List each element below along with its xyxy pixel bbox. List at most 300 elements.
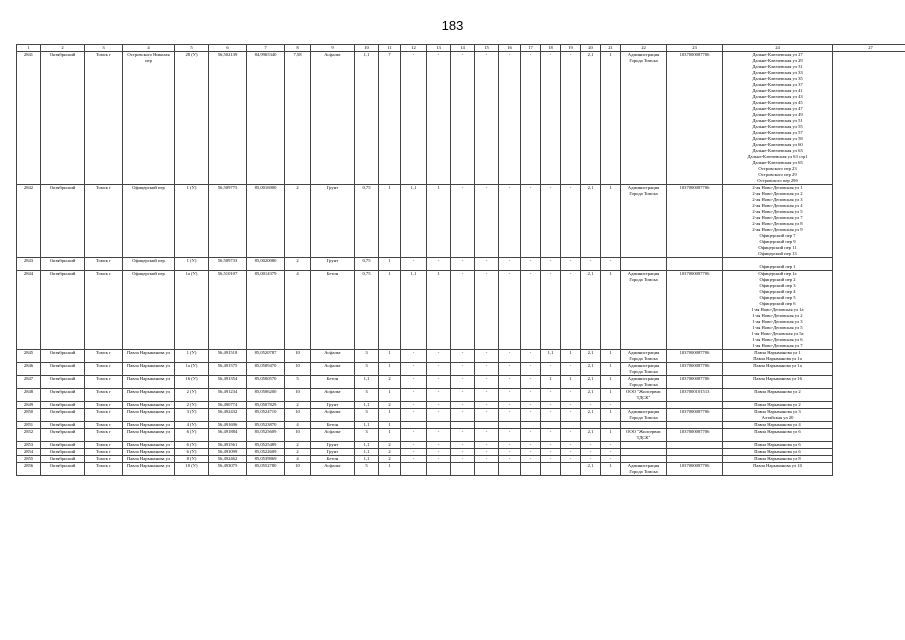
address-line: 1-ая Ново-Деповская ул 2 xyxy=(752,313,803,318)
cell-owner xyxy=(621,402,667,409)
cell-c20: - xyxy=(561,429,581,442)
cell-city: Томск г xyxy=(85,271,123,350)
address-line: 1-ая Ново-Деповская ул 7 xyxy=(752,343,803,348)
address-line: Алтайская ул 20 xyxy=(761,415,794,420)
cell-c19: - xyxy=(541,52,561,185)
cell-lat: 56,502139 xyxy=(209,52,247,185)
cell-c11: 5 xyxy=(355,463,379,476)
cell-c17: - xyxy=(499,363,521,376)
cell-c17: - xyxy=(499,376,521,389)
cell-c14: - xyxy=(427,52,451,185)
address-line: 2-ая Ново-Деповская ул 4 xyxy=(752,203,803,208)
cell-owner xyxy=(621,442,667,449)
cell-c17: - xyxy=(499,442,521,449)
cell-addresses xyxy=(723,389,833,402)
cell-c20: - xyxy=(561,442,581,449)
cell-c20: - xyxy=(561,185,581,258)
cell-c17: - xyxy=(499,185,521,258)
address-line: Дальне-Ключевская ул 60 xyxy=(752,142,803,147)
cell-c17: - xyxy=(499,258,521,271)
cell-length: 10 xyxy=(285,363,311,376)
column-header: 12 xyxy=(401,45,427,52)
address-line: Дальне-Ключевская ул 41 xyxy=(752,88,803,93)
column-header: 22 xyxy=(621,45,667,52)
cell-c21: 2,1 xyxy=(581,350,601,363)
address-line: 2-ая Ново-Деповская ул 8 xyxy=(752,221,803,226)
cell-no: 2846 xyxy=(17,363,41,376)
cell-num: 6 (У) xyxy=(175,442,209,449)
cell-cover: Асфальт xyxy=(311,52,355,185)
table-row xyxy=(17,449,905,456)
cell-cover: Асфальт xyxy=(311,350,355,363)
cell-city: Томск г xyxy=(85,376,123,389)
address-line: Дальне-Ключевская ул 63 xyxy=(752,148,803,153)
cell-c19 xyxy=(541,422,561,429)
cell-owner xyxy=(621,258,667,271)
column-header: 3 xyxy=(85,45,123,52)
column-header: 8 xyxy=(285,45,311,52)
cell-c13: - xyxy=(401,429,427,442)
cell-c14: - xyxy=(427,258,451,271)
cell-district: Октябрьский xyxy=(41,363,85,376)
cell-c17: - xyxy=(499,271,521,350)
cell-c18: - xyxy=(521,389,541,402)
cell-lon: 85,0525489 xyxy=(247,442,285,449)
cell-c13: - xyxy=(401,456,427,463)
cell-c12: 1 xyxy=(379,463,401,476)
cell-c20: 1 xyxy=(561,350,581,363)
cell-addresses xyxy=(723,422,833,429)
cell-street: Павла Нарыманова ул xyxy=(123,389,175,402)
cell-lat: 56,491099 xyxy=(209,449,247,456)
address-line: 1-ая Ново-Деповская ул 3 xyxy=(752,319,803,324)
cell-cover: Бетон xyxy=(311,271,355,350)
cell-c19: 1 xyxy=(541,376,561,389)
address-line: 1-ая Ново-Деповская ул 5а xyxy=(751,331,804,336)
cell-c12: 1 xyxy=(379,429,401,442)
cell-cover: Асфальт xyxy=(311,409,355,422)
cell-c22: - xyxy=(601,456,621,463)
cell-c22: - xyxy=(601,258,621,271)
cell-c20: - xyxy=(561,389,581,402)
cell-c17: - xyxy=(499,409,521,422)
cell-num: 2 (У) xyxy=(175,389,209,402)
cell-c11: 3 xyxy=(355,409,379,422)
cell-addresses xyxy=(723,363,833,376)
cell-c19 xyxy=(541,463,561,476)
address-line: Павла Нарыманова ул 2 xyxy=(754,389,801,394)
column-header: 2 xyxy=(41,45,85,52)
cell-c11: 1,1 xyxy=(355,52,379,185)
cell-no: 2843 xyxy=(17,258,41,271)
cell-c11: 3 xyxy=(355,429,379,442)
cell-c14: - xyxy=(427,442,451,449)
cell-ogrn xyxy=(667,258,723,271)
cell-c19: - xyxy=(541,363,561,376)
cell-no: 2848 xyxy=(17,389,41,402)
cell-lon: 85,0506200 xyxy=(247,389,285,402)
cell-c20: - xyxy=(561,449,581,456)
cell-cover: Асфальт xyxy=(311,463,355,476)
cell-city: Томск г xyxy=(85,402,123,409)
address-line: Дальне-Ключевская ул 35 xyxy=(752,76,803,81)
cell-c16 xyxy=(475,463,499,476)
address-line: Островского пер 23 xyxy=(758,166,797,171)
cell-c16: - xyxy=(475,449,499,456)
cell-num: 6 (У) xyxy=(175,429,209,442)
cell-c13 xyxy=(401,463,427,476)
cell-city: Томск г xyxy=(85,409,123,422)
cell-city: Томск г xyxy=(85,456,123,463)
cell-no: 2847 xyxy=(17,376,41,389)
cell-c18 xyxy=(521,463,541,476)
table-row xyxy=(17,52,905,185)
table-row xyxy=(17,389,905,402)
cell-length: 10 xyxy=(285,463,311,476)
cell-no: 2852 xyxy=(17,429,41,442)
cell-addresses xyxy=(723,429,833,442)
cell-c16: - xyxy=(475,402,499,409)
address-line: Дальне-Ключевская ул 47 xyxy=(752,106,803,111)
cell-street: Павла Нарыманова ул xyxy=(123,409,175,422)
cell-num: 6 (У) xyxy=(175,449,209,456)
cell-c15: - xyxy=(451,409,475,422)
address-line: Дальне-Ключевская ул 63 стр1 xyxy=(747,154,808,159)
table-row xyxy=(17,409,905,422)
cell-lon: 85,0016900 xyxy=(247,185,285,258)
cell-c11: 1,1 xyxy=(355,442,379,449)
cell-c16: - xyxy=(475,442,499,449)
column-header: 6 xyxy=(209,45,247,52)
cell-c16: - xyxy=(475,429,499,442)
cell-c18: - xyxy=(521,52,541,185)
cell-c13: - xyxy=(401,52,427,185)
cell-c12: 2 xyxy=(379,376,401,389)
address-line: 2-ая Ново-Деповская ул 1 xyxy=(752,185,803,190)
cell-ogrn xyxy=(667,402,723,409)
cell-lon: 85,0539869 xyxy=(247,456,285,463)
cell-owner xyxy=(621,456,667,463)
column-header: 21 xyxy=(601,45,621,52)
column-header: 11 xyxy=(379,45,401,52)
cell-no: 2851 xyxy=(17,422,41,429)
cell-addresses xyxy=(723,449,833,456)
cell-c16: - xyxy=(475,456,499,463)
address-line: Павла Нарыманова ул 3 xyxy=(754,409,801,414)
cell-length: 2 xyxy=(285,185,311,258)
cell-c22: 1 xyxy=(601,376,621,389)
cell-c20: - xyxy=(561,271,581,350)
cell-district: Октябрьский xyxy=(41,429,85,442)
cell-c12: 1 xyxy=(379,258,401,271)
cell-c16: - xyxy=(475,409,499,422)
cell-num: 1а (У) xyxy=(175,271,209,350)
column-header: 7 xyxy=(247,45,285,52)
address-line: Дальне-Ключевская ул 31 xyxy=(752,64,803,69)
cell-ogrn xyxy=(667,456,723,463)
cell-no: 2841 xyxy=(17,52,41,185)
cell-c12: 1 xyxy=(379,363,401,376)
cell-c18: - xyxy=(521,363,541,376)
address-line: Офицерский пер 4 xyxy=(759,289,796,294)
cell-city: Томск г xyxy=(85,422,123,429)
cell-c15: - xyxy=(451,429,475,442)
cell-num: 4 (У) xyxy=(175,422,209,429)
cell-c19: - xyxy=(541,185,561,258)
cell-ogrn: 1037000087706 xyxy=(667,376,723,389)
cell-c21: - xyxy=(581,258,601,271)
cell-c21: - xyxy=(581,449,601,456)
cell-street: Офицерский пер xyxy=(123,271,175,350)
cell-district: Октябрьский xyxy=(41,376,85,389)
address-line: Островского пер 29 xyxy=(758,172,797,177)
cell-c15: - xyxy=(451,185,475,258)
cell-c20: - xyxy=(561,52,581,185)
cell-c15: - xyxy=(451,449,475,456)
cell-district: Октябрьский xyxy=(41,456,85,463)
cell-cover: Грунт xyxy=(311,402,355,409)
cell-c15: - xyxy=(451,258,475,271)
cell-street: Павла Нарыманова ул xyxy=(123,402,175,409)
cell-owner: ООО "Жилсервис ТДСК" xyxy=(621,429,667,442)
cell-street: Павла Нарыманова ул xyxy=(123,463,175,476)
cell-c21: 2,1 xyxy=(581,271,601,350)
cell-owner: Администрация Города Томска xyxy=(621,409,667,422)
cell-district: Октябрьский xyxy=(41,185,85,258)
cell-c16 xyxy=(475,422,499,429)
cell-c11: 1,1 xyxy=(355,376,379,389)
address-line: Павла Нарыманова ул 16 xyxy=(753,376,802,381)
cell-lon: 85,0507829 xyxy=(247,402,285,409)
cell-num: 8 (У) xyxy=(175,456,209,463)
address-line: 2-ая Ново-Деповская ул 9 xyxy=(752,227,803,232)
cell-addresses xyxy=(723,350,833,363)
table-row xyxy=(17,402,905,409)
cell-c15 xyxy=(451,422,475,429)
address-line: Дальне-Ключевская ул 37 xyxy=(752,82,803,87)
cell-c12: 7 xyxy=(379,52,401,185)
cell-lat: 56,490774 xyxy=(209,402,247,409)
cell-c12: 1 xyxy=(379,389,401,402)
cell-c20: - xyxy=(561,456,581,463)
column-header: 5 xyxy=(175,45,209,52)
table-body xyxy=(17,52,905,476)
table-header xyxy=(17,45,905,52)
page-number: 183 xyxy=(441,18,464,33)
cell-c16: - xyxy=(475,52,499,185)
cell-c14: - xyxy=(427,350,451,363)
cell-c21: - xyxy=(581,442,601,449)
cell-city: Томск г xyxy=(85,429,123,442)
cell-c18: - xyxy=(521,442,541,449)
cell-addresses xyxy=(723,52,833,185)
cell-c11: 3 xyxy=(355,350,379,363)
address-line: Офицерский пер 9 xyxy=(759,239,796,244)
cell-c22: 1 xyxy=(601,389,621,402)
cell-owner: ООО "Жилсервис ТДСК" xyxy=(621,389,667,402)
cell-city: Томск г xyxy=(85,350,123,363)
cell-lat: 56,491354 xyxy=(209,376,247,389)
cell-c16: - xyxy=(475,271,499,350)
cell-c20 xyxy=(561,422,581,429)
cell-c20: - xyxy=(561,363,581,376)
cell-c19: 1,1 xyxy=(541,350,561,363)
address-line: Офицерский пер 2 xyxy=(759,277,796,282)
cell-c12: 2 xyxy=(379,442,401,449)
cell-length: 4 xyxy=(285,271,311,350)
cell-c20: 1 xyxy=(561,376,581,389)
cell-c14: - xyxy=(427,402,451,409)
cell-ogrn: 1037000087706 xyxy=(667,363,723,376)
table-row xyxy=(17,271,905,350)
cell-lon: 85,0014379 xyxy=(247,271,285,350)
cell-c14: - xyxy=(427,409,451,422)
cell-num: 16 (У) xyxy=(175,376,209,389)
address-line: Павла Нарыманова ул 6 xyxy=(754,429,801,434)
cell-lat: 56,491518 xyxy=(209,350,247,363)
cell-c22: - xyxy=(601,402,621,409)
cell-c16: - xyxy=(475,376,499,389)
cell-c19: - xyxy=(541,442,561,449)
table-row xyxy=(17,422,905,429)
cell-city: Томск г xyxy=(85,389,123,402)
cell-cover: Грунт xyxy=(311,185,355,258)
cell-c14: 1 xyxy=(427,185,451,258)
cell-c11: 0,75 xyxy=(355,258,379,271)
address-line: 2-ая Ново-Деповская ул 3 xyxy=(752,197,803,202)
cell-c21: - xyxy=(581,456,601,463)
cell-addresses xyxy=(723,409,833,422)
address-line: Павла Нарыманова ул 1а xyxy=(753,363,802,368)
column-header: 15 xyxy=(475,45,499,52)
registry-table xyxy=(16,44,905,476)
cell-c21: 2,1 xyxy=(581,429,601,442)
cell-street: Павла Нарыманова ул xyxy=(123,429,175,442)
cell-lon: 85,0500570 xyxy=(247,376,285,389)
cell-c16: - xyxy=(475,389,499,402)
cell-c12: 2 xyxy=(379,449,401,456)
cell-no: 2845 xyxy=(17,350,41,363)
cell-c18: - xyxy=(521,258,541,271)
cell-c13: - xyxy=(401,409,427,422)
cell-owner: Администрация Города Томска xyxy=(621,376,667,389)
cell-lat: 56,493075 xyxy=(209,463,247,476)
cell-cover: Бетон xyxy=(311,422,355,429)
cell-street: Офицерский пер xyxy=(123,258,175,271)
address-line: Павла Нарыманова ул 10 xyxy=(753,463,802,468)
cell-cover: Грунт xyxy=(311,449,355,456)
cell-c14: - xyxy=(427,389,451,402)
table-row xyxy=(17,376,905,389)
cell-c22: 1 xyxy=(601,185,621,258)
address-line: 2-ая Ново-Деповская ул 2 xyxy=(752,191,803,196)
cell-c21: 2,1 xyxy=(581,389,601,402)
cell-cover: Бетон xyxy=(311,376,355,389)
cell-c11: 1,1 xyxy=(355,456,379,463)
cell-length: 10 xyxy=(285,350,311,363)
cell-street: Павла Нарыманова ул xyxy=(123,422,175,429)
cell-c18: - xyxy=(521,185,541,258)
table-row xyxy=(17,363,905,376)
cell-district: Октябрьский xyxy=(41,52,85,185)
table-row xyxy=(17,442,905,449)
cell-c13: 1,1 xyxy=(401,271,427,350)
cell-c15: - xyxy=(451,402,475,409)
address-line: Павла Нарыманова ул 6 xyxy=(754,449,801,454)
cell-lon: 85,0509470 xyxy=(247,363,285,376)
cell-c15 xyxy=(451,463,475,476)
cell-city: Томск г xyxy=(85,185,123,258)
address-line: Офицерский пер 1 xyxy=(759,264,796,269)
cell-c11: 1,1 xyxy=(355,422,379,429)
cell-no: 2855 xyxy=(17,456,41,463)
cell-district: Октябрьский xyxy=(41,271,85,350)
header-row xyxy=(17,45,905,52)
cell-lat: 56,492462 xyxy=(209,456,247,463)
cell-no: 2850 xyxy=(17,409,41,422)
cell-addresses xyxy=(723,185,833,258)
cell-num: 1а (У) xyxy=(175,363,209,376)
cell-c11: 3 xyxy=(355,363,379,376)
cell-owner xyxy=(621,422,667,429)
cell-c12: 1 xyxy=(379,350,401,363)
column-header: 13 xyxy=(427,45,451,52)
cell-lat: 56,492432 xyxy=(209,409,247,422)
column-header: 4 xyxy=(123,45,175,52)
cell-c18: - xyxy=(521,376,541,389)
cell-c12: 1 xyxy=(379,271,401,350)
cell-lon: 85,0525609 xyxy=(247,429,285,442)
cell-city: Томск г xyxy=(85,449,123,456)
address-line: Дальне-Ключевская ул 58 xyxy=(752,136,803,141)
address-line: Офицерский пер 3 xyxy=(759,283,796,288)
cell-c12: 1 xyxy=(379,185,401,258)
cell-c21: - xyxy=(581,402,601,409)
cell-street: Павла Нарыманова ул xyxy=(123,363,175,376)
cell-no: 2844 xyxy=(17,271,41,350)
address-line: Офицерский пер 5 xyxy=(759,295,796,300)
cell-owner: Администрация Города Томска xyxy=(621,363,667,376)
cell-ogrn: 1037000087706 xyxy=(667,52,723,185)
column-header: 20 xyxy=(581,45,601,52)
cell-c13: - xyxy=(401,442,427,449)
column-header: 27 xyxy=(833,45,905,52)
cell-c16: - xyxy=(475,363,499,376)
cell-length: 10 xyxy=(285,389,311,402)
cell-num: 2 (У) xyxy=(175,402,209,409)
cell-c17: - xyxy=(499,402,521,409)
cell-c13: - xyxy=(401,449,427,456)
column-header: 24 xyxy=(723,45,833,52)
cell-c22: 1 xyxy=(601,363,621,376)
address-line: Дальне-Ключевская ул 51 xyxy=(752,118,803,123)
cell-c13: 1,1 xyxy=(401,185,427,258)
cell-owner: Администрация Города Томска xyxy=(621,52,667,185)
cell-ogrn: 1037000087706 xyxy=(667,350,723,363)
cell-street: Павла Нарыманова ул xyxy=(123,442,175,449)
cell-lon: 85,0524710 xyxy=(247,409,285,422)
address-line: Дальне-Ключевская ул 57 xyxy=(752,130,803,135)
cell-c17 xyxy=(499,422,521,429)
cell-no: 2854 xyxy=(17,449,41,456)
cell-c21: 2,1 xyxy=(581,376,601,389)
cell-num: 1 (У) xyxy=(175,350,209,363)
cell-num: 3 (У) xyxy=(175,409,209,422)
cell-c11: 1,1 xyxy=(355,402,379,409)
address-line: Павла Нарыманова ул 4 xyxy=(754,422,801,427)
cell-num: 28 (У) xyxy=(175,52,209,185)
cell-c19: - xyxy=(541,429,561,442)
